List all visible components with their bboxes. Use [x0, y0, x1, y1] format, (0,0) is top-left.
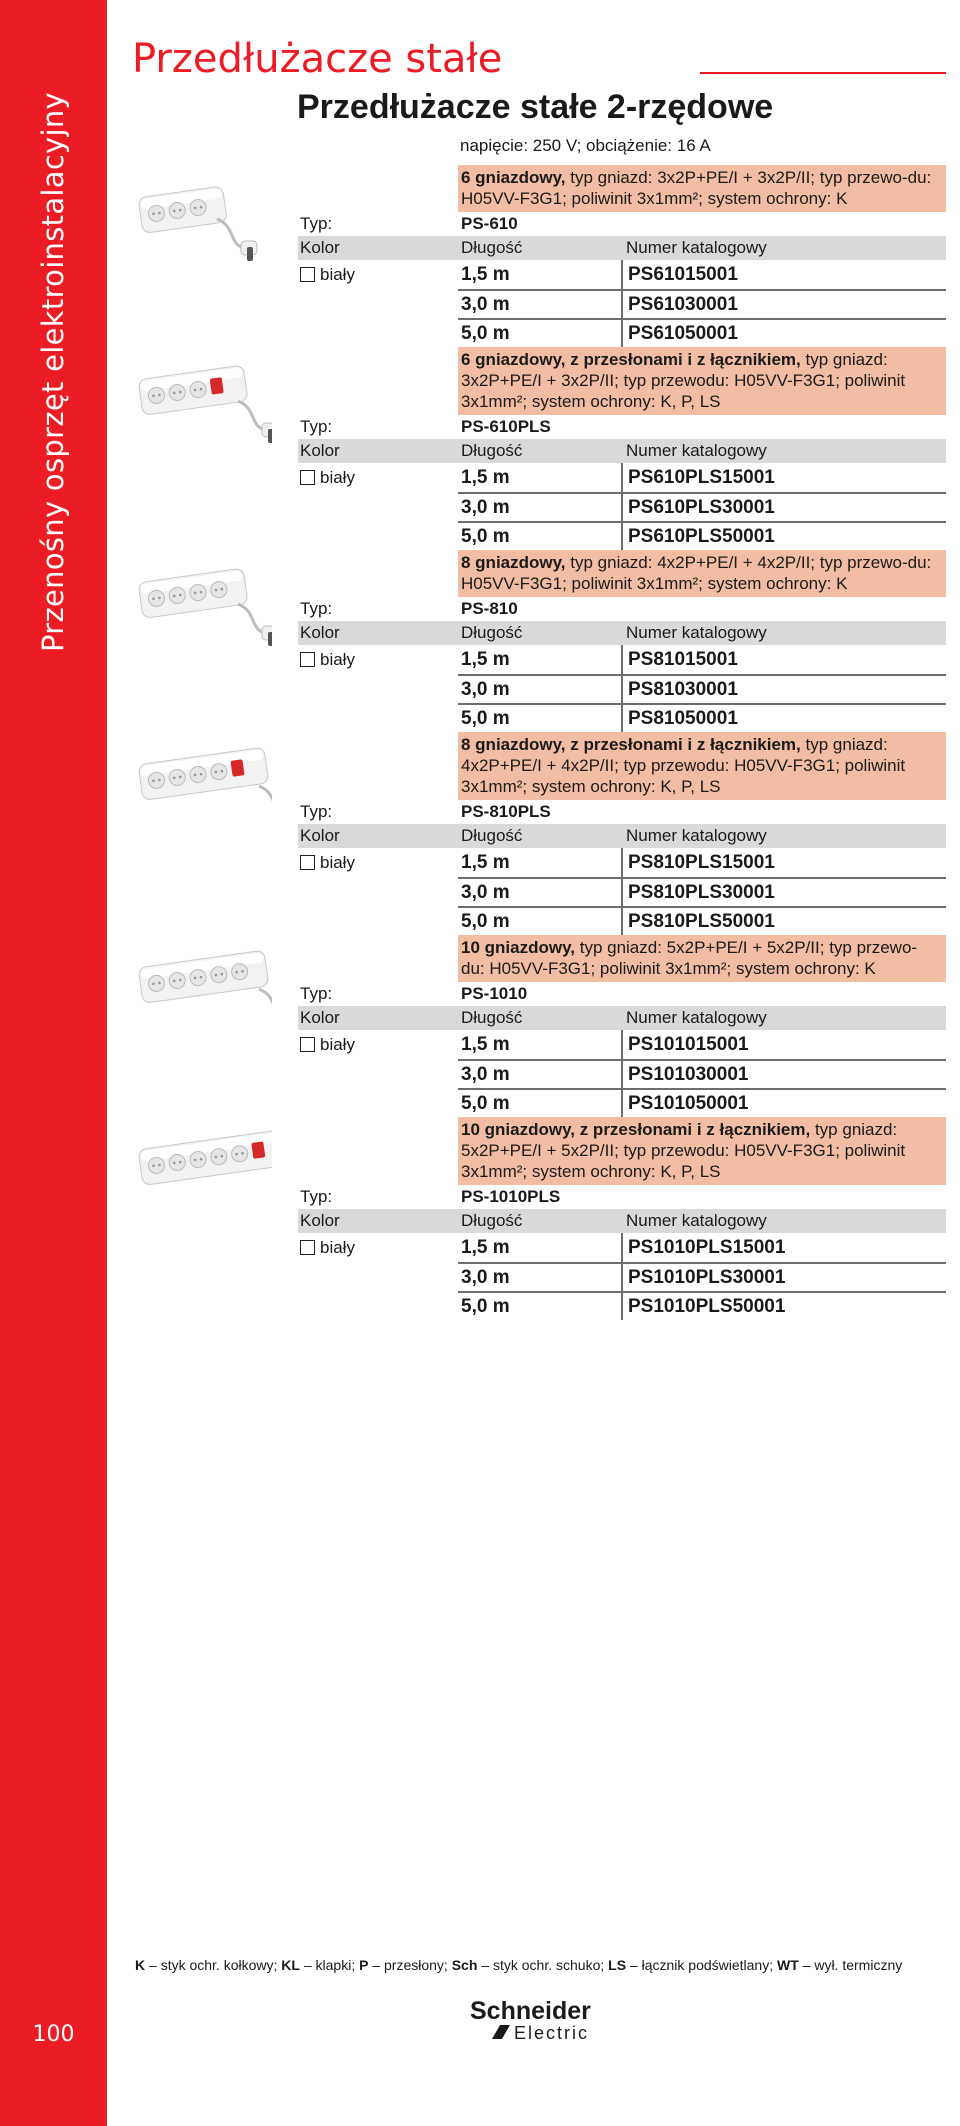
catalog-cell: PS1010PLS30001	[621, 1262, 946, 1291]
product-block	[298, 347, 946, 550]
type-label: Typ:	[300, 599, 333, 618]
checkbox[interactable]	[300, 267, 315, 282]
product-description	[458, 165, 946, 212]
catalog-cell: PS610PLS50001	[621, 521, 946, 550]
color-value: biały	[320, 852, 355, 872]
table-header	[298, 621, 946, 645]
header-length: Długość	[461, 623, 523, 642]
schneider-electric-logo	[470, 1995, 612, 2051]
table-row	[298, 1059, 946, 1088]
type-value: PS-1010PLS	[461, 1187, 561, 1206]
catalog-cell: PS1010PLS15001	[621, 1233, 946, 1262]
table-header	[298, 824, 946, 848]
catalog-cell: PS101050001	[621, 1088, 946, 1117]
length-cell: 1,5 m	[461, 466, 510, 488]
power-strip-image	[132, 167, 272, 267]
length-cell: 5,0 m	[458, 703, 621, 732]
type-row	[298, 1185, 946, 1209]
description-bold: 8 gniazdowy,	[461, 553, 566, 572]
catalog-cell: PS61030001	[621, 289, 946, 318]
description-text: typ gniazd: 5x2P+PE/I + 5x2P/II; typ przewo-du: H05VV-F3G1; poliwinit 3x1mm²; system ochrony: K	[461, 938, 918, 978]
header-length: Długość	[461, 238, 523, 257]
footnote-text: – łącznik podświetlany;	[626, 1957, 777, 1973]
sidebar	[0, 0, 107, 2126]
title-rule	[700, 72, 946, 74]
table-header	[298, 236, 946, 260]
table-row	[298, 848, 946, 877]
catalog-cell: PS101030001	[621, 1059, 946, 1088]
description-bold: 6 gniazdowy,	[461, 168, 566, 187]
header-color: Kolor	[300, 238, 340, 257]
power-strip-image	[132, 349, 272, 449]
product-block	[298, 732, 946, 935]
type-value: PS-810PLS	[461, 802, 551, 821]
color-value: biały	[320, 264, 355, 284]
footnote-key: Sch	[451, 1957, 478, 1973]
type-row	[298, 415, 946, 439]
length-cell: 5,0 m	[458, 1291, 621, 1320]
length-cell: 5,0 m	[458, 318, 621, 347]
footnote-key: P	[359, 1957, 369, 1973]
header-color: Kolor	[300, 1211, 340, 1230]
catalog-cell: PS1010PLS50001	[621, 1291, 946, 1320]
table-header	[298, 1006, 946, 1030]
description-bold: 10 gniazdowy, z przesłonami i z łącznikiem,	[461, 1120, 811, 1139]
table-row	[298, 906, 946, 935]
logo-line1: Schneider	[470, 1997, 591, 2025]
header-length: Długość	[461, 826, 523, 845]
color-cell	[298, 468, 458, 488]
catalog-cell: PS810PLS15001	[621, 848, 946, 877]
table-row	[298, 645, 946, 674]
checkbox[interactable]	[300, 855, 315, 870]
length-cell: 3,0 m	[458, 1262, 621, 1291]
header-length: Długość	[461, 1008, 523, 1027]
length-cell: 3,0 m	[458, 674, 621, 703]
catalog-cell: PS81050001	[621, 703, 946, 732]
product-description	[458, 1117, 946, 1185]
footnote-text: – wył. termiczny	[798, 1957, 903, 1973]
length-cell: 1,5 m	[461, 1236, 510, 1258]
type-label: Typ:	[300, 417, 333, 436]
color-value: biały	[320, 1237, 355, 1257]
table-row	[298, 877, 946, 906]
table-row	[298, 1030, 946, 1059]
type-label: Typ:	[300, 802, 333, 821]
description-text: typ gniazd: 4x2P+PE/I + 4x2P/II; typ przewo-du: H05VV-F3G1; poliwinit 3x1mm²; system ochrony: K	[461, 553, 932, 593]
color-cell	[298, 1035, 458, 1055]
color-value: biały	[320, 467, 355, 487]
product-block	[298, 1117, 946, 1320]
product-block	[298, 165, 946, 347]
footnote-text: – przesłony;	[368, 1957, 452, 1973]
length-cell: 5,0 m	[458, 906, 621, 935]
table-row	[298, 1233, 946, 1262]
footnote-text: – styk ochr. schuko;	[477, 1957, 609, 1973]
table-row	[298, 260, 946, 289]
type-value: PS-610	[461, 214, 518, 233]
catalog-cell: PS810PLS30001	[621, 877, 946, 906]
product-description	[458, 935, 946, 982]
header-color: Kolor	[300, 623, 340, 642]
footnote-key: LS	[608, 1957, 627, 1973]
checkbox[interactable]	[300, 470, 315, 485]
table-header	[298, 439, 946, 463]
footnote-key: WT	[777, 1957, 799, 1973]
catalog-cell: PS81030001	[621, 674, 946, 703]
catalog-cell: PS810PLS50001	[621, 906, 946, 935]
type-row	[298, 597, 946, 621]
description-bold: 6 gniazdowy, z przesłonami i z łącznikiem,	[461, 350, 801, 369]
length-cell: 3,0 m	[458, 1059, 621, 1088]
table-row	[298, 1262, 946, 1291]
product-description	[458, 550, 946, 597]
table-row	[298, 289, 946, 318]
description-bold: 8 gniazdowy, z przesłonami i z łącznikiem,	[461, 735, 801, 754]
table-row	[298, 492, 946, 521]
type-value: PS-810	[461, 599, 518, 618]
catalog-cell: PS610PLS30001	[621, 492, 946, 521]
type-value: PS-610PLS	[461, 417, 551, 436]
type-label: Typ:	[300, 984, 333, 1003]
type-row	[298, 212, 946, 236]
header-catalog: Numer katalogowy	[626, 623, 767, 642]
length-cell: 1,5 m	[461, 648, 510, 670]
product-description	[458, 347, 946, 415]
length-cell: 1,5 m	[461, 851, 510, 873]
footnote-text: – klapki;	[299, 1957, 360, 1973]
header-length: Długość	[461, 441, 523, 460]
header-catalog: Numer katalogowy	[626, 1211, 767, 1230]
checkbox[interactable]	[300, 1037, 315, 1052]
length-cell: 1,5 m	[461, 263, 510, 285]
catalog-cell: PS61050001	[621, 318, 946, 347]
table-row	[298, 463, 946, 492]
page-number: 100	[32, 2022, 75, 2047]
page-title: Przedłużacze stałe 2-rzędowe	[297, 88, 774, 126]
length-cell: 5,0 m	[458, 521, 621, 550]
table-row	[298, 1291, 946, 1320]
color-cell	[298, 650, 458, 670]
footnote-key: KL	[281, 1957, 300, 1973]
type-row	[298, 800, 946, 824]
sidebar-title: Przenośny osprzęt elektroinstalacyjny	[36, 91, 70, 653]
table-row	[298, 1088, 946, 1117]
catalog-cell: PS61015001	[621, 260, 946, 289]
header-catalog: Numer katalogowy	[626, 1008, 767, 1027]
table-row	[298, 703, 946, 732]
power-strip-image	[132, 734, 272, 834]
footnote-key: K	[135, 1957, 146, 1973]
catalog-cell: PS610PLS15001	[621, 463, 946, 492]
color-value: biały	[320, 1034, 355, 1054]
checkbox[interactable]	[300, 652, 315, 667]
logo-line2: Electric	[514, 2023, 590, 2043]
length-cell: 1,5 m	[461, 1033, 510, 1055]
table-row	[298, 521, 946, 550]
color-cell	[298, 853, 458, 873]
power-strip-image	[132, 552, 272, 652]
type-label: Typ:	[300, 1187, 333, 1206]
power-strip-image	[132, 937, 272, 1037]
type-value: PS-1010	[461, 984, 528, 1003]
header-catalog: Numer katalogowy	[626, 238, 767, 257]
table-row	[298, 674, 946, 703]
table-row	[298, 318, 946, 347]
catalog-cell: PS81015001	[621, 645, 946, 674]
color-value: biały	[320, 649, 355, 669]
type-row	[298, 982, 946, 1006]
header-catalog: Numer katalogowy	[626, 441, 767, 460]
length-cell: 3,0 m	[458, 877, 621, 906]
color-cell	[298, 265, 458, 285]
product-block	[298, 550, 946, 732]
header-color: Kolor	[300, 826, 340, 845]
product-block	[298, 935, 946, 1117]
length-cell: 5,0 m	[458, 1088, 621, 1117]
type-label: Typ:	[300, 214, 333, 233]
description-text: typ gniazd: 3x2P+PE/I + 3x2P/II; typ przewo-du: H05VV-F3G1; poliwinit 3x1mm²; system ochrony: K	[461, 168, 932, 208]
header-catalog: Numer katalogowy	[626, 826, 767, 845]
description-bold: 10 gniazdowy,	[461, 938, 575, 957]
color-cell	[298, 1238, 458, 1258]
description-text: typ gniazd: 5x2P+PE/I + 5x2P/II; typ przewodu: H05VV-F3G1; poliwinit 3x1mm²; system ochrony: K, P, LS	[461, 1120, 906, 1181]
description-text: typ gniazd: 4x2P+PE/I + 4x2P/II; typ przewodu: H05VV-F3G1; poliwinit 3x1mm²; system ochrony: K, P, LS	[461, 735, 906, 796]
length-cell: 3,0 m	[458, 289, 621, 318]
footnote-text: – styk ochr. kołkowy;	[145, 1957, 282, 1973]
header-color: Kolor	[300, 441, 340, 460]
header-color: Kolor	[300, 1008, 340, 1027]
table-header	[298, 1209, 946, 1233]
section-title: Przedłużacze stałe	[132, 36, 503, 82]
description-text: typ gniazd: 3x2P+PE/I + 3x2P/II; typ przewodu: H05VV-F3G1; poliwinit 3x1mm²; system ochrony: K, P, LS	[461, 350, 906, 411]
subtitle: napięcie: 250 V; obciążenie: 16 A	[460, 136, 711, 155]
catalog-cell: PS101015001	[621, 1030, 946, 1059]
product-table	[298, 165, 946, 1320]
checkbox[interactable]	[300, 1240, 315, 1255]
header-length: Długość	[461, 1211, 523, 1230]
product-description	[458, 732, 946, 800]
power-strip-image	[132, 1119, 272, 1219]
length-cell: 3,0 m	[458, 492, 621, 521]
footnote	[135, 1957, 902, 1973]
